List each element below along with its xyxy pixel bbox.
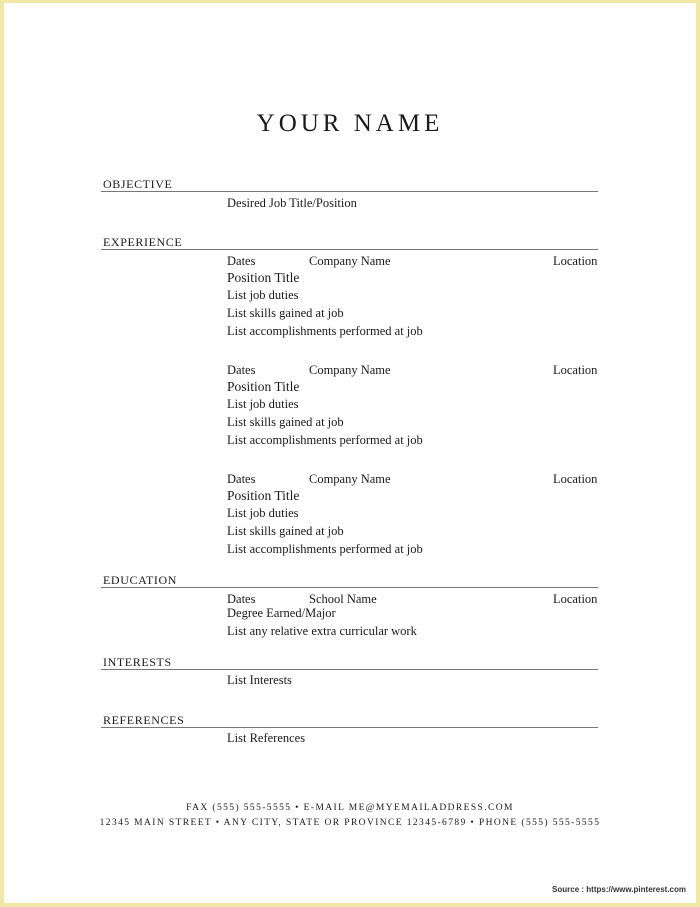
education-degree: Degree Earned/Major [227,606,336,620]
education-school: School Name [309,592,377,606]
experience-duties: List job duties [227,506,299,520]
experience-company: Company Name [309,472,391,486]
experience-location: Location [553,254,598,268]
resume-page [4,3,696,903]
education-extra: List any relative extra curricular work [227,624,417,638]
section-divider [101,587,598,588]
section-title-objective: OBJECTIVE [103,177,173,191]
section-title-references: REFERENCES [103,713,185,727]
section-title-interests: INTERESTS [103,655,172,669]
experience-position: Position Title [227,379,300,394]
experience-duties: List job duties [227,288,299,302]
experience-skills: List skills gained at job [227,524,344,538]
experience-skills: List skills gained at job [227,306,344,320]
experience-dates: Dates [227,254,256,268]
experience-accomplishments: List accomplishments performed at job [227,542,423,556]
experience-position: Position Title [227,488,300,503]
experience-company: Company Name [309,254,391,268]
experience-position: Position Title [227,270,300,285]
footer-address-line: 12345 MAIN STREET • ANY CITY, STATE OR PROVINCE 12345-6789 • PHONE (555) 555-5555 [99,818,601,828]
experience-skills: List skills gained at job [227,415,344,429]
section-divider [101,669,598,670]
section-divider [101,727,598,728]
experience-dates: Dates [227,472,256,486]
experience-accomplishments: List accomplishments performed at job [227,324,423,338]
references-text: List References [227,731,306,745]
experience-duties: List job duties [227,397,299,411]
source-credit: Source : https://www.pinterest.com [552,885,686,894]
section-title-experience: EXPERIENCE [103,235,183,249]
objective-text: Desired Job Title/Position [227,196,357,210]
education-location: Location [553,592,598,606]
experience-location: Location [553,472,598,486]
experience-accomplishments: List accomplishments performed at job [227,433,423,447]
experience-location: Location [553,363,598,377]
education-dates: Dates [227,592,256,606]
section-divider [101,249,598,250]
interests-text: List Interests [227,673,292,687]
section-title-education: EDUCATION [103,573,178,587]
experience-dates: Dates [227,363,256,377]
resume-name: YOUR NAME [256,110,444,137]
footer-contact-line: FAX (555) 555-5555 • E-MAIL ME@MYEMAILADDRESS.COM [186,803,514,813]
section-divider [101,191,598,192]
experience-company: Company Name [309,363,391,377]
